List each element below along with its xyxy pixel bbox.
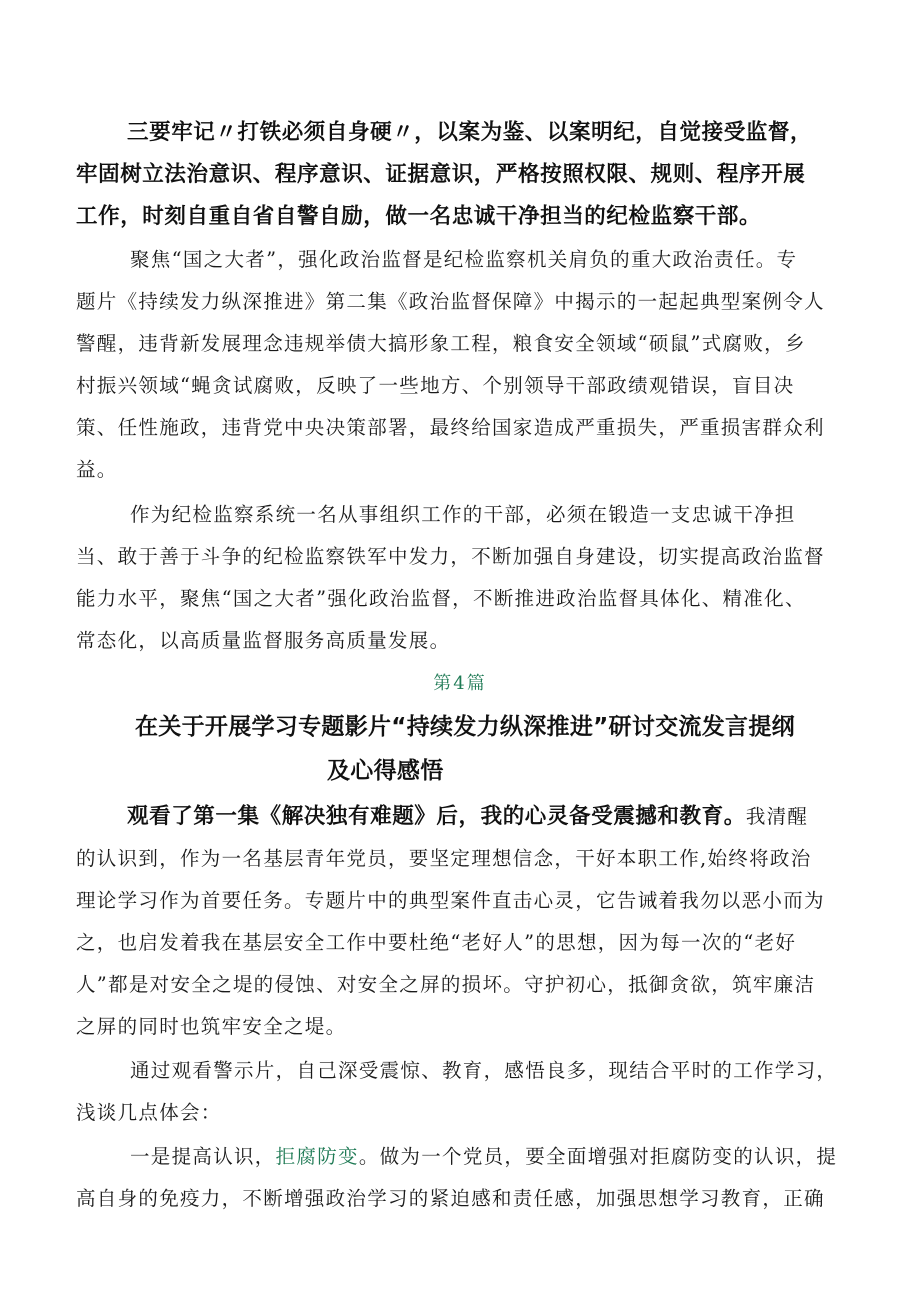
- paragraph-line: 通过观看警示片，自己深受震惊、教育，感悟良多，现结合平时的工作学习，: [130, 1059, 838, 1082]
- point-one-line: [130, 1147, 837, 1167]
- paragraph-line: 的认识到，作为一名基层青年党员，要坚定理想信念，干好本职工作,始终将政治: [76, 847, 812, 870]
- point-one-highlight: 拒腐防变: [275, 1145, 359, 1168]
- paragraph-line: 村振兴领域“蝇贪试腐败，反映了一些地方、个别领导干部政绩观错误，盲目决: [76, 374, 795, 397]
- paragraph-line: 聚焦“国之大者”，强化政治监督是纪检监察机关肩负的重大政治责任。专: [130, 248, 798, 271]
- chapter-label: 第4篇: [433, 673, 487, 694]
- lead-paragraph-line: [127, 806, 808, 828]
- paragraph-line: 警醒，违背新发展理念违规举债大搞形象工程，粮食安全领域“硕鼠”式腐败，乡: [76, 332, 806, 355]
- lead-rest-text: 我清醒: [745, 805, 809, 828]
- lead-bold-text: 观看了第一集《解决独有难题》后，我的心灵备受震撼和教育。: [127, 804, 746, 829]
- bold-paragraph-line: 牢固树立法治意识、程序意识、证据意识，严格按照权限、规则、程序开展: [76, 162, 806, 187]
- paragraph-line: 题片《持续发力纵深推进》第二集《政治监督保障》中揭示的一起起典型案例令人: [76, 290, 825, 313]
- paragraph-line: 高自身的免疫力，不断增强政治学习的紧迫感和责任感，加强思想学习教育，正确: [76, 1187, 825, 1210]
- paragraph-line: 作为纪检监察系统一名从事组织工作的干部，必须在锻造一支忠诚干净担: [130, 503, 796, 526]
- paragraph-line: 人”都是对安全之堤的侵蚀、对安全之屏的损坏。守护初心，抵御贪欲，筑牢廉洁: [76, 973, 816, 996]
- paragraph-line: 当、敢于善于斗争的纪检监察铁军中发力，不断加强自身建设，切实提高政治监督: [76, 545, 825, 568]
- paragraph-line: 浅谈几点体会：: [76, 1101, 222, 1124]
- paragraph-line: 益。: [76, 458, 118, 481]
- paragraph-line: 常态化，以高质量监督服务高质量发展。: [76, 629, 451, 652]
- paragraph-line: 之屏的同时也筑牢安全之堤。: [76, 1015, 347, 1038]
- article-title-line-1: 在关于开展学习专题影片“持续发力纵深推进”研讨交流发言提纲: [135, 714, 795, 740]
- article-title-line-2: 及心得感悟: [327, 758, 444, 784]
- paragraph-line: 理论学习作为首要任务。专题片中的典型案件直击心灵，它告诫着我勿以恶小而为: [76, 889, 825, 912]
- bold-paragraph-line: 三要牢记〃打铁必须自身硬〃，以案为鉴、以案明纪，自觉接受监督，: [127, 120, 813, 145]
- point-one-label: 一是提高认识，: [130, 1145, 276, 1168]
- paragraph-line: 策、任性施政，违背党中央决策部署，最终给国家造成严重损失，严重损害群众利: [76, 416, 825, 439]
- paragraph-line: 能力水平，聚焦“国之大者”强化政治监督，不断推进政治监督具体化、精准化、: [76, 587, 806, 610]
- point-one-text: 。做为一个党员，要全面增强对拒腐防变的认识，提: [358, 1145, 838, 1168]
- bold-paragraph-line: 工作，时刻自重自省自警自励，做一名忠诚干净担当的纪检监察干部。: [76, 204, 762, 229]
- paragraph-line: 之，也启发着我在基层安全工作中要杜绝“老好人”的思想，因为每一次的“老好: [76, 931, 797, 954]
